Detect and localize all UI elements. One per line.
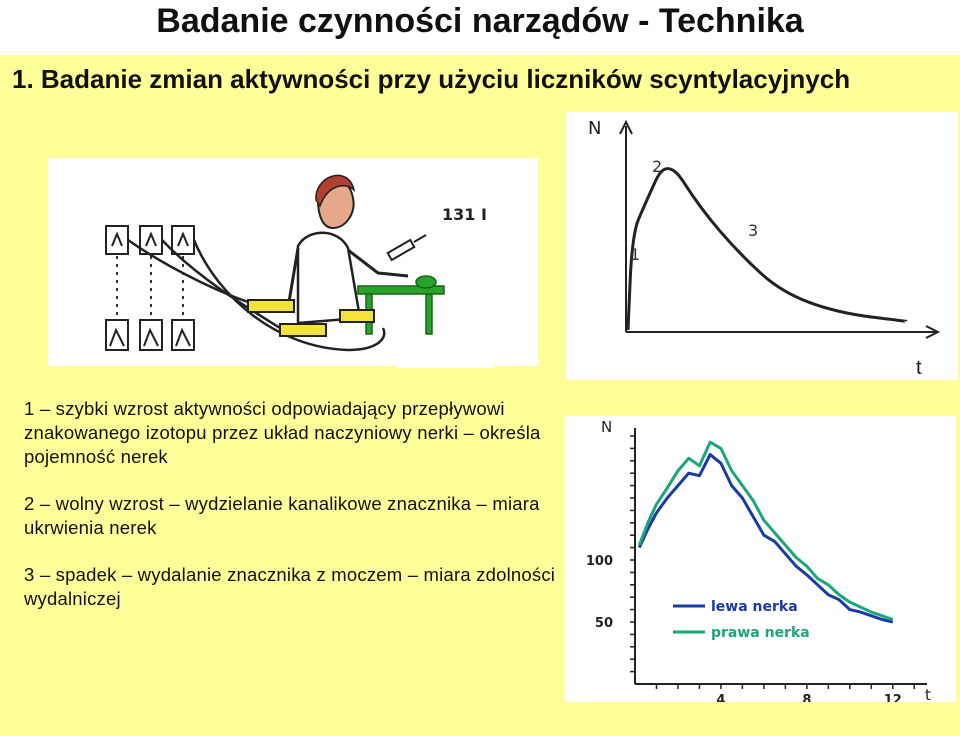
setup-illustration (48, 158, 538, 366)
isotope-label: 131 I (442, 205, 487, 224)
y-tick-label: 50 (594, 616, 613, 631)
x-axis-label: t (925, 686, 931, 702)
page-title: Badanie czynności narządów - Technika (156, 2, 804, 40)
series-line-left-kidney (639, 455, 892, 622)
patient-figure (288, 175, 408, 323)
x-tick-label: 4 (716, 693, 726, 702)
illustration-caption-patch (398, 342, 494, 368)
legend-label-right-kidney: prawa nerka (711, 625, 810, 641)
x-axis-label: t (916, 357, 922, 379)
legend-item-1: 1 – szybki wzrost aktywności odpowiadający przepływowi znakowanego izotopu przez układ naczyniowy nerki – określa pojemność nerek (24, 398, 541, 467)
monitor-boxes-top (106, 226, 194, 254)
phase-label-2: 2 (652, 157, 663, 176)
phase-label-1: 1 (630, 245, 641, 264)
y-tick-label: 100 (585, 554, 613, 569)
arm-table (358, 276, 444, 334)
series-line-right-kidney (639, 442, 892, 619)
legend-text (24, 397, 564, 634)
renogram-schematic-svg (566, 112, 958, 380)
renogram-kidneys (565, 416, 956, 702)
x-tick-label: 12 (883, 693, 902, 702)
phase-label-3: 3 (748, 221, 759, 240)
renogram-schematic (566, 112, 958, 380)
section-subtitle: 1. Badanie zmian aktywności przy użyciu liczników scyntylacyjnych (12, 64, 851, 94)
y-axis-label: N (588, 118, 602, 139)
y-axis-label: N (601, 418, 613, 436)
renogram-kidneys-svg (565, 416, 956, 702)
activity-curve (628, 169, 906, 330)
legend-item-2: 2 – wolny wzrost – wydzielanie kanalikowe znacznika – miara ukrwienia nerek (24, 493, 540, 538)
setup-drawing (48, 158, 538, 366)
legend-item-3: 3 – spadek – wydalanie znacznika z moczem – miara zdolności wydalniczej (24, 564, 556, 609)
legend-label-left-kidney: lewa nerka (711, 599, 798, 615)
syringe (388, 235, 426, 260)
x-tick-label: 8 (802, 693, 812, 702)
monitor-boxes-bottom (106, 320, 194, 350)
